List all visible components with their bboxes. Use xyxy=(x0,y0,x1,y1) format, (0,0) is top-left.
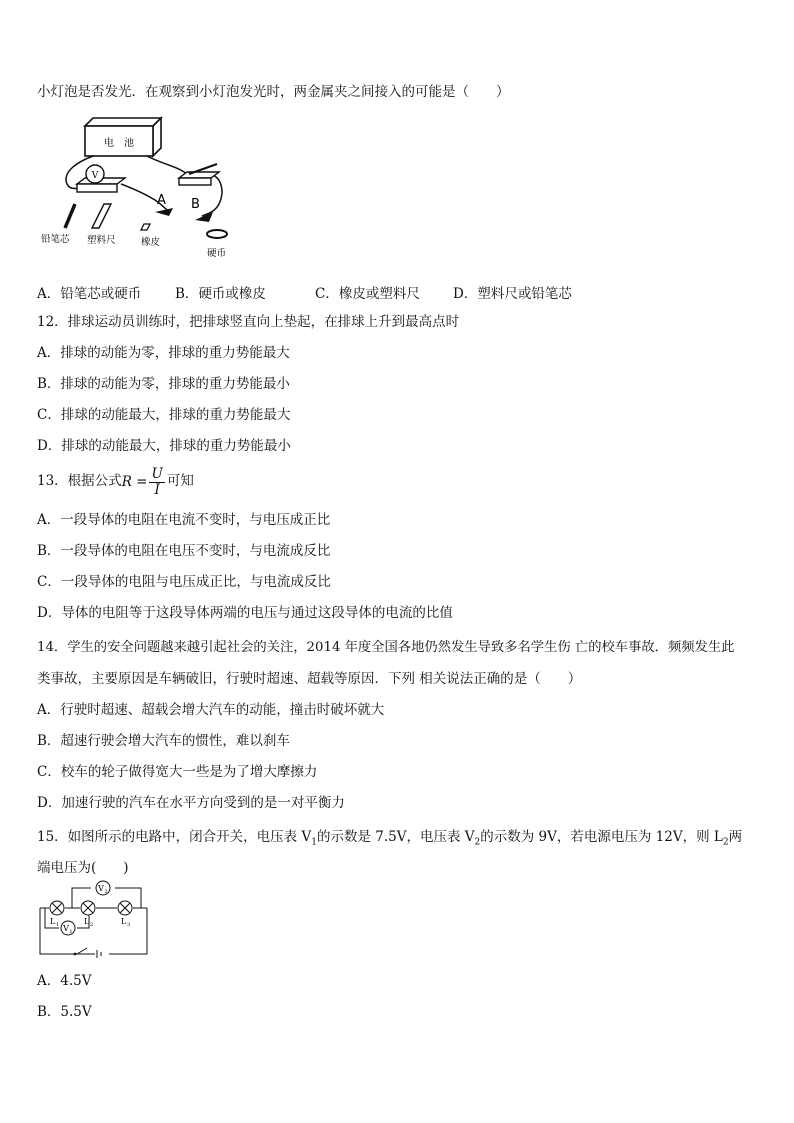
q13-stem-suffix: 可知 xyxy=(166,473,194,489)
q12-option-b[interactable]: B．排球的动能为零，排球的重力势能最小 xyxy=(37,376,290,392)
q13-formula xyxy=(122,465,167,499)
svg-text:1: 1 xyxy=(69,929,73,935)
q15-stem-line1 xyxy=(37,828,742,852)
q14-option-a[interactable]: A．行驶时超速、超载会增大汽车的动能，撞击时破坏就大 xyxy=(37,702,385,718)
q11-stem: 小灯泡是否发光．在观察到小灯泡发光时，两金属夹之间接入的可能是（ ） xyxy=(37,84,510,100)
battery-label: 电 池 xyxy=(104,138,134,149)
q13-formula-lhs: R = xyxy=(121,473,148,490)
svg-text:V: V xyxy=(63,924,69,933)
q15-option-a[interactable]: A．4.5V xyxy=(37,973,92,989)
switch-board xyxy=(179,164,219,185)
q15-stem-a: 15．如图所示的电路中，闭合开关，电压表 V xyxy=(37,829,312,845)
q11-option-a[interactable]: A．铅笔芯或硬币 xyxy=(37,286,142,302)
q11-option-c[interactable]: C．橡皮或塑料尺 xyxy=(315,286,420,302)
label-l3-sub: 3 xyxy=(127,922,131,928)
q13-option-a[interactable]: A．一段导体的电阻在电流不变时，与电压成正比 xyxy=(37,512,331,528)
clip-b xyxy=(195,212,213,222)
bulb-l1 xyxy=(50,901,64,915)
q14-option-b[interactable]: B．超速行驶会增大汽车的惯性，难以刹车 xyxy=(37,733,290,749)
q15-circuit-figure xyxy=(37,880,157,962)
q11-option-b[interactable]: B．硬币或橡皮 xyxy=(175,286,266,302)
plastic-ruler xyxy=(92,204,111,228)
q13-stem-prefix: 13．根据公式 xyxy=(37,473,122,489)
q15-sub-3: 2 xyxy=(722,837,729,848)
q13-stem xyxy=(37,464,194,499)
coin-label: 硬币 xyxy=(207,248,227,259)
q14-stem-line2: 类事故，主要原因是车辆破旧，行驶时超速、超载等原因．下列 相关说法正确的是（ ） xyxy=(37,671,582,687)
q12-option-a[interactable]: A．排球的动能为零，排球的重力势能最大 xyxy=(37,345,290,361)
q11-option-d[interactable]: D．塑料尺或铅笔芯 xyxy=(453,286,572,302)
q13-option-b[interactable]: B．一段导体的电阻在电压不变时，与电流成反比 xyxy=(37,543,331,559)
q15-stem-line2: 端电压为( ) xyxy=(37,860,129,876)
eraser-label: 橡皮 xyxy=(141,237,161,248)
pencil-lead xyxy=(65,204,75,228)
q14-stem-line1: 14．学生的安全问题越来越引起社会的关注，2014 年度全国各地仍然发生导致多名学生伤 亡的校车事故．频频发生此 xyxy=(37,640,735,655)
q15-sub-1: 1 xyxy=(311,837,317,848)
q13-option-c[interactable]: C．一段导体的电阻与电压成正比，与电流成反比 xyxy=(37,574,331,590)
svg-text:V: V xyxy=(98,884,104,893)
q11-circuit-figure xyxy=(37,112,247,262)
q12-option-d[interactable]: D．排球的动能最大，排球的重力势能最小 xyxy=(37,438,291,454)
q14-option-d[interactable]: D．加速行驶的汽车在水平方向受到的是一对平衡力 xyxy=(37,795,345,811)
label-l1-sub: 1 xyxy=(56,922,60,928)
q15-sub-2: 2 xyxy=(474,837,481,848)
label-l1: L xyxy=(50,917,56,926)
svg-text:2: 2 xyxy=(104,889,108,895)
q13-option-d[interactable]: D．导体的电阻等于这段导体两端的电压与通过这段导体的电流的比值 xyxy=(37,605,453,621)
q12-option-c[interactable]: C．排球的动能最大，排球的重力势能最大 xyxy=(37,407,291,423)
q15-stem-b: 的示数是 7.5V，电压表 V xyxy=(316,829,475,845)
bulb-board xyxy=(77,165,125,192)
label-l2: L xyxy=(84,917,90,926)
bulb-l2 xyxy=(81,901,95,915)
q15-stem-d: 两 xyxy=(728,829,743,845)
label-b: B xyxy=(191,197,200,212)
battery-box xyxy=(85,118,161,156)
voltmeter-v1 xyxy=(61,921,75,935)
label-l2-sub: 2 xyxy=(90,922,94,928)
voltmeter-label: V xyxy=(91,171,99,181)
pencil-label: 铅笔芯 xyxy=(41,234,70,245)
q12-stem: 12．排球运动员训练时，把排球竖直向上垫起，在排球上升到最高点时 xyxy=(37,314,460,330)
eraser xyxy=(141,224,150,230)
clip-a xyxy=(155,208,173,216)
ruler-label: 塑料尺 xyxy=(87,235,116,246)
label-a: A xyxy=(157,193,166,208)
q13-denominator: I xyxy=(154,481,160,498)
voltmeter-v2 xyxy=(96,881,110,895)
q13-numerator: U xyxy=(151,465,163,482)
q15-stem-c: 的示数为 9V，若电源电压为 12V，则 L xyxy=(480,829,723,845)
coin xyxy=(207,230,227,238)
label-l3: L xyxy=(121,917,127,926)
q13-fraction xyxy=(149,467,164,498)
q15-option-b[interactable]: B．5.5V xyxy=(37,1004,92,1020)
q14-option-c[interactable]: C．校车的轮子做得宽大一些是为了增大摩擦力 xyxy=(37,764,318,780)
bulb-l3 xyxy=(118,901,132,915)
